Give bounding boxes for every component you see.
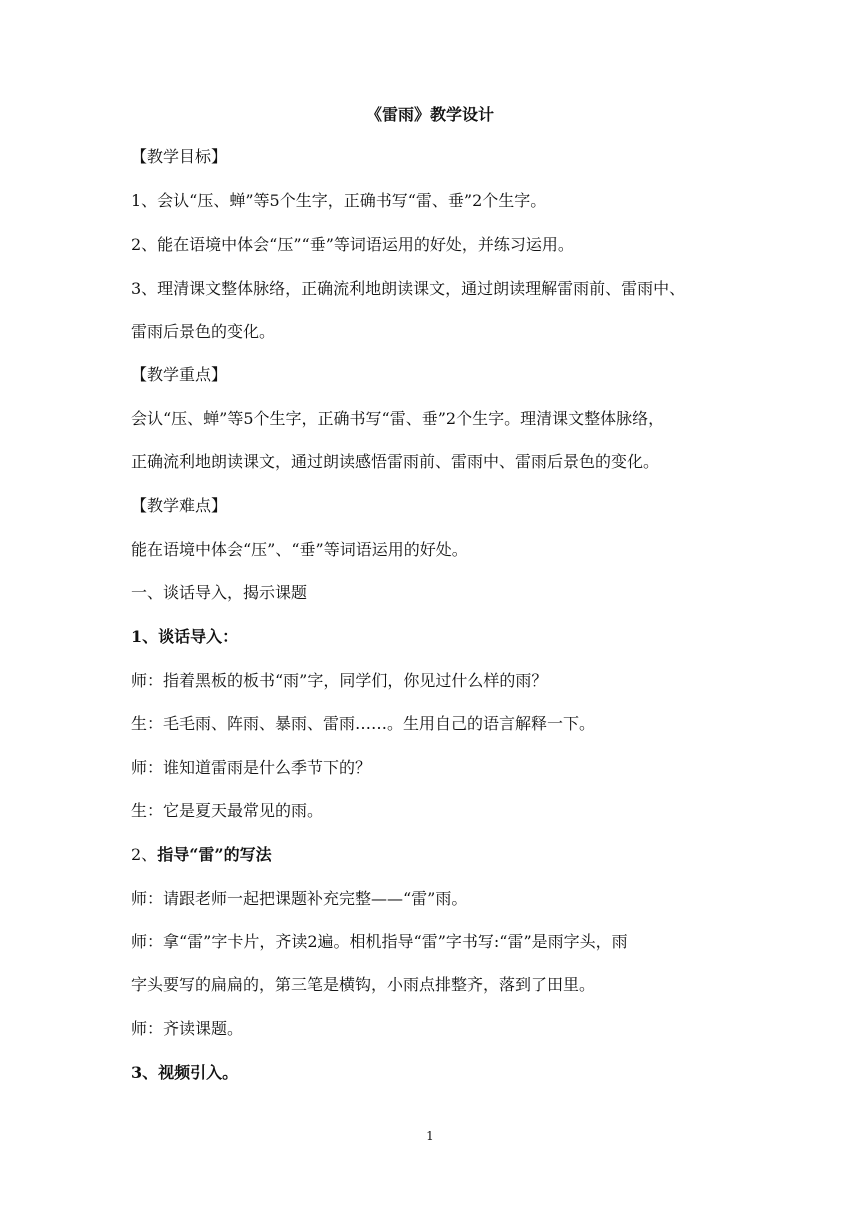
- objective-item-3-continued: 雷雨后景色的变化。: [131, 322, 276, 341]
- dialogue-line: 师：齐读课题。: [131, 1019, 244, 1038]
- dialogue-line: 师：指着黑板的板书“雨”字，同学们，你见过什么样的雨？: [131, 671, 548, 690]
- dialogue-line-continued: 字头要写的扁扁的，第三笔是横钩，小雨点排整齐，落到了田里。: [131, 975, 596, 994]
- dialogue-line: 师：谁知道雷雨是什么季节下的？: [131, 758, 372, 777]
- step-1-heading: 1、谈话导入：: [131, 627, 239, 646]
- objective-item-2: 2、能在语境中体会“压”“垂”等词语运用的好处，并练习运用。: [131, 235, 574, 254]
- dialogue-line: 师：请跟老师一起把课题补充完整——“雷”雨。: [131, 889, 468, 908]
- difficulties-line-1: 能在语境中体会“压”、“垂”等词语运用的好处。: [131, 540, 468, 559]
- key-points-line-2: 正确流利地朗读课文，通过朗读感悟雷雨前、雷雨中、雷雨后景色的变化。: [131, 452, 660, 471]
- section-one-heading: 一、谈话导入，揭示课题: [131, 583, 308, 602]
- objective-item-1: 1、会认“压、蝉”等5个生字，正确书写“雷、垂”2个生字。: [131, 191, 547, 210]
- difficulties-heading: 【教学难点】: [131, 496, 228, 515]
- step-2-heading: [131, 843, 741, 867]
- page-number: 1: [426, 1129, 434, 1143]
- document-title: 《雷雨》教学设计: [365, 105, 494, 124]
- step-2-number: 2、: [131, 845, 158, 864]
- key-points-line-1: 会认“压、蝉”等5个生字，正确书写“雷、垂”2个生字。理清课文整体脉络，: [131, 409, 665, 428]
- dialogue-line: 生：毛毛雨、阵雨、暴雨、雷雨……。生用自己的语言解释一下。: [131, 714, 596, 733]
- key-points-heading: 【教学重点】: [131, 365, 228, 384]
- step-2-title: 指导“雷”的写法: [157, 845, 272, 864]
- dialogue-line: 生：它是夏天最常见的雨。: [131, 801, 324, 820]
- objective-item-3: 3、理清课文整体脉络，正确流利地朗读课文，通过朗读理解雷雨前、雷雨中、: [131, 279, 686, 298]
- step-3-heading: 3、视频引入。: [131, 1063, 239, 1082]
- objectives-heading: 【教学目标】: [131, 147, 228, 166]
- dialogue-line: 师：拿“雷”字卡片，齐读2遍。相机指导“雷”字书写:“雷”是雨字头，雨: [131, 932, 628, 951]
